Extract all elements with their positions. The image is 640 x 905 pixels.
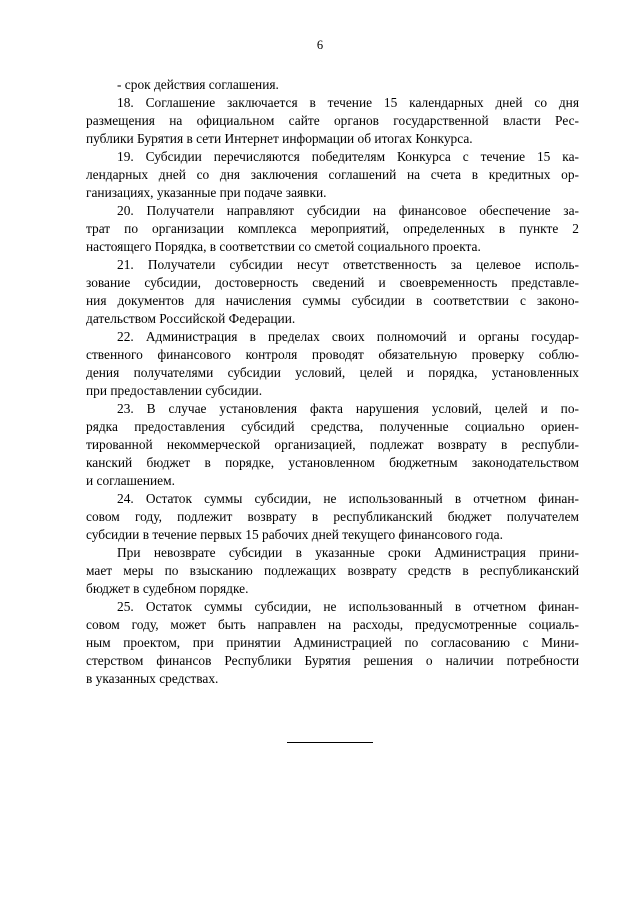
text-line: 22. Администрация в пределах своих полномочий и органы государ- — [117, 329, 579, 344]
text-line: трат по организации комплекса мероприятий, определенных в пункте 2 — [86, 221, 579, 236]
text-line: совом году, может быть направлен на расходы, предусмотренные социаль- — [86, 617, 579, 632]
text-line: и соглашением. — [86, 473, 175, 488]
text-line: тированной некоммерческой организацией, подлежат возврату в республи- — [86, 437, 579, 452]
text-line: ным проектом, при принятии Администрацией по согласованию с Мини- — [86, 635, 579, 650]
text-line: - срок действия соглашения. — [117, 77, 279, 92]
text-line: публики Бурятия в сети Интернет информации об итогах Конкурса. — [86, 131, 473, 146]
text-line: совом году, подлежит возврату в республиканский бюджет получателем — [86, 509, 579, 524]
text-line: 21. Получатели субсидии несут ответственность за целевое исполь- — [117, 257, 579, 272]
text-line: лендарных дней со дня заключения соглашений на счета в кредитных ор- — [86, 167, 579, 182]
text-line: ганизациях, указанные при подаче заявки. — [86, 185, 327, 200]
text-line: 25. Остаток суммы субсидии, не использованный в отчетном финан- — [117, 599, 579, 614]
text-line: субсидии в течение первых 15 рабочих дней текущего финансового года. — [86, 527, 503, 542]
text-line: ственного финансового контроля проводят обязательную проверку соблю- — [86, 347, 579, 362]
text-line: дения получателями субсидии условий, целей и порядка, установленных — [86, 365, 579, 380]
text-line: канский бюджет в порядке, установленном бюджетным законодательством — [86, 455, 579, 470]
text-line: бюджет в судебном порядке. — [86, 581, 249, 596]
document-body — [86, 76, 579, 688]
text-line: в указанных средствах. — [86, 671, 219, 686]
end-of-text-rule — [287, 742, 373, 743]
text-line: 20. Получатели направляют субсидии на финансовое обеспечение за- — [117, 203, 579, 218]
text-line: 23. В случае установления факта нарушения условий, целей и по- — [117, 401, 579, 416]
text-line: зование субсидии, достоверность сведений и своевременность представле- — [86, 275, 579, 290]
text-line: 24. Остаток суммы субсидии, не использованный в отчетном финан- — [117, 491, 579, 506]
text-line: настоящего Порядка, в соответствии со сметой социального проекта. — [86, 239, 481, 254]
page-number: 6 — [316, 38, 324, 52]
text-line: стерством финансов Республики Бурятия решения о наличии потребности — [86, 653, 579, 668]
text-line: При невозврате субсидии в указанные сроки Администрация прини- — [117, 545, 579, 560]
text-line: рядка предоставления субсидий средства, полученные социально ориен- — [86, 419, 579, 434]
text-line: при предоставлении субсидии. — [86, 383, 263, 398]
text-line: 19. Субсидии перечисляются победителям Конкурса с течение 15 ка- — [117, 149, 579, 164]
text-line: размещения на официальном сайте органов государственной власти Рес- — [86, 113, 579, 128]
text-line: ния документов для начисления суммы субсидии в соответствии с законо- — [86, 293, 579, 308]
text-line: 18. Соглашение заключается в течение 15 календарных дней со дня — [117, 95, 579, 110]
text-line: мает меры по взысканию подлежащих возврату средств в республиканский — [86, 563, 579, 578]
text-line: дательством Российской Федерации. — [86, 311, 296, 326]
